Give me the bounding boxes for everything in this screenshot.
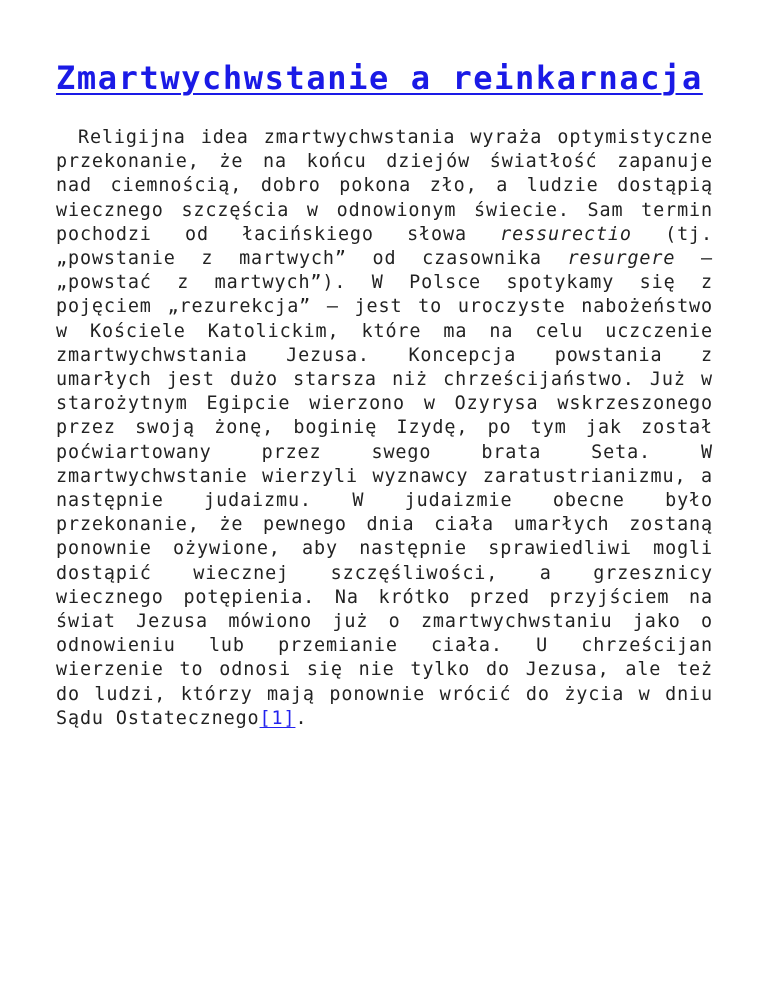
latin-verb: resurgere xyxy=(567,248,676,270)
title-link[interactable]: Zmartwychwstanie a reinkarnacja xyxy=(56,59,703,97)
paragraph-text-1: Religijna idea zmartwychwstania wyraża optymistyczne przekonanie, że na końcu dziejów światłość zapanuje nad ciemnością, dobro pokona zło, a ludzie dostąpią wiecznego szczęścia w odnowionym świecie. Sam termin pochodzi od łacińskiego słowa xyxy=(56,127,713,245)
latin-term: ressurectio xyxy=(500,223,632,245)
article xyxy=(56,55,713,731)
paragraph-end: . xyxy=(295,707,308,729)
article-paragraph xyxy=(56,126,713,731)
paragraph-text-2: (tj. „powstanie z martwych” od czasownika xyxy=(56,223,713,270)
page-title xyxy=(56,55,713,101)
paragraph-text-3: – „powstać z martwych”). W Polsce spotykamy się z pojęciem „rezurekcja” – jest to uroczyste nabożeństwo w Kościele Katolickim, które ma na celu uczczenie zmartwychwstania Jezusa. Koncepcja powstania z umarłych jest dużo starsza niż chrześcijaństwo. Już w starożytnym Egipcie wierzono w Ozyrysa wskrzeszonego przez swoją żonę, boginię Izydę, po tym jak został poćwiartowany przez swego brata Seta. W zmartwychwstanie wierzyli wyznawcy zaratustrianizmu, a następnie judaizmu. W judaizmie obecne było przekonanie, że pewnego dnia ciała umarłych zostaną ponownie ożywione, aby następnie sprawiedliwi mogli dostąpić wiecznej szczęśliwości, a grzesznicy wiecznego potępienia. Na krótko przed przyjściem na świat Jezusa mówiono już o zmartwychwstaniu jako o odnowieniu lub przemianie ciała. U chrześcijan wierzenie to odnosi się nie tylko do Jezusa, ale też do ludzi, którzy mają ponownie wrócić do życia w dniu Sądu Ostatecznego xyxy=(56,248,713,729)
footnote-link[interactable]: [1] xyxy=(259,707,296,729)
